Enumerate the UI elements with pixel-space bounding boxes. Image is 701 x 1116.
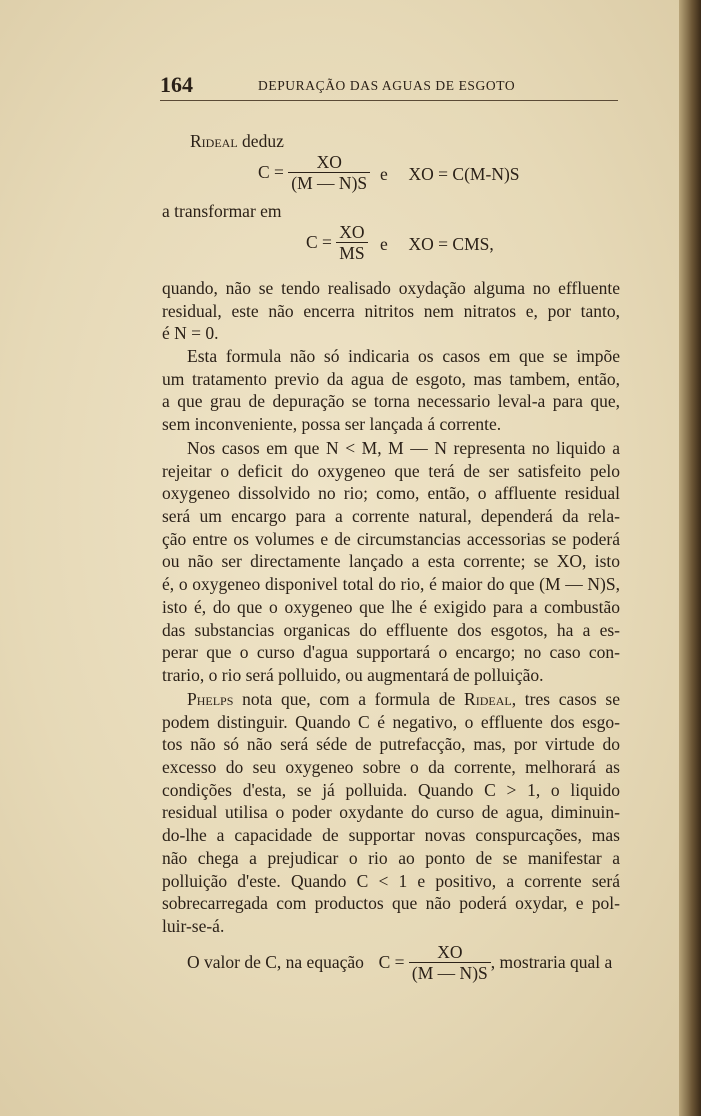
page-number: 164 <box>160 72 193 97</box>
formula-2-and: e <box>380 234 388 254</box>
text-line: trario, o rio será polluido, ou augmentará de polluição. <box>162 664 544 685</box>
intro-line <box>190 130 284 153</box>
text-line: oxygeneo dissolvido no rio; como, então, o affluente residual <box>162 483 620 504</box>
text-line: sobrecarregada com productos que não poderá oxydar, e pol- <box>162 893 620 914</box>
running-head: DEPURAÇÃO DAS AGUAS DE ESGOTO <box>258 78 516 93</box>
text-line: condições d'esta, se já polluida. Quando C > 1, o liquido <box>162 779 620 800</box>
paragraph-4 <box>162 688 620 938</box>
text-line: rejeitar o deficit do oxygeneo que terá de ser satisfeito pelo <box>162 460 620 481</box>
formula-1-fraction <box>288 152 370 193</box>
paragraph-3 <box>162 437 620 687</box>
page-header <box>160 70 620 100</box>
text-line: isto é, do que o oxygeneo que lhe é exigido para a combustão <box>162 596 620 617</box>
paragraph-2 <box>162 345 620 436</box>
text-line: será um encargo para a corrente natural, dependerá da rela- <box>162 506 620 527</box>
text-line: ou não ser directamente lançado a esta corrente; se XO, isto <box>162 551 620 572</box>
formula-2-lhs: C = <box>306 232 332 253</box>
page-edge-shadow <box>679 0 701 1116</box>
text-line: residual utilisa o poder oxydante do curso de agua, diminuin- <box>162 802 620 823</box>
text-fragment: tres casos se <box>524 689 620 709</box>
formula-1-numerator: XO <box>316 152 342 172</box>
inline-formula-numerator: XO <box>437 942 463 962</box>
text-line: polluição d'este. Quando C < 1 e positivo, a corrente será <box>162 870 620 891</box>
formula-2-fraction <box>336 222 367 263</box>
formula-1-and: e <box>380 164 388 184</box>
text-line: é, o oxygeneo disponivel total do rio, é maior do que (M — N)S, <box>162 574 620 595</box>
text-fragment: nota que, com a formula de <box>242 689 456 709</box>
formula-2-right <box>380 233 494 256</box>
text-line <box>162 688 620 711</box>
formula-1-rhs: XO = C(M-N)S <box>408 164 520 184</box>
author-rideal: Rideal, <box>464 689 517 709</box>
text-line: Nos casos em que N < M, M — N representa no liquido a <box>187 438 620 458</box>
formula-2-rhs: XO = CMS, <box>408 234 494 254</box>
text-line: Esta formula não só indicaria os casos em que se impõe <box>187 346 620 366</box>
text-line: perar que o curso d'agua supportará o encargo; no caso con- <box>162 642 620 663</box>
author-rideal: Rideal <box>190 131 238 151</box>
transform-line: a transformar em <box>162 201 282 221</box>
formula-1 <box>258 152 370 193</box>
formula-2-denominator: MS <box>336 242 367 263</box>
paragraph-1 <box>162 277 620 345</box>
text-fragment: , mostraria qual a <box>490 952 613 973</box>
text-line: podem distinguir. Quando C é negativo, o effluente dos esgo- <box>162 711 620 732</box>
text-line: quando, não se tendo realisado oxydação alguma no effluente <box>162 278 620 298</box>
text-line: ção entre os volumes e de circumstancias accessorias se poderá <box>162 528 620 549</box>
text-line: sem inconveniente, possa ser lançada á corrente. <box>162 414 502 435</box>
formula-1-right <box>380 163 520 186</box>
text-line: tos não só não será séde de putrefacção, mas, por virtude do <box>162 734 620 755</box>
text-line: do-lhe a capacidade de supportar novas conspurcações, mas <box>162 825 620 846</box>
inline-formula-denominator: (M — N)S <box>409 962 491 983</box>
inline-formula-fraction <box>409 942 491 983</box>
formula-2-numerator: XO <box>339 222 365 242</box>
intro-verb: deduz <box>242 131 284 151</box>
author-phelps: Phelps <box>187 689 234 709</box>
text-line: das substancias organicas do effluente dos esgotos, ha a es- <box>162 619 620 640</box>
paragraph-5 <box>187 942 612 983</box>
text-line: é N = 0. <box>162 323 219 344</box>
text-line: não chega a prejudicar o rio ao ponto de se manifestar a <box>162 847 620 868</box>
formula-1-lhs: C = <box>258 162 284 183</box>
text-line: excesso do seu oxygeneo sobre o da corrente, melhorará as <box>162 757 620 778</box>
text-line: um tratamento previo da agua de esgoto, mas tambem, então, <box>162 368 620 389</box>
header-rule <box>160 100 618 101</box>
text-line: luir-se-á. <box>162 915 225 936</box>
text-fragment: O valor de C, na equação <box>187 952 364 973</box>
formula-2 <box>306 222 368 263</box>
text-line: residual, este não encerra nitritos nem nitratos e, por tanto, <box>162 300 620 321</box>
text-line: a que grau de depuração se torna necessario leval-a para que, <box>162 391 620 412</box>
inline-formula-lhs: C = <box>378 952 405 973</box>
formula-1-denominator: (M — N)S <box>288 172 370 193</box>
